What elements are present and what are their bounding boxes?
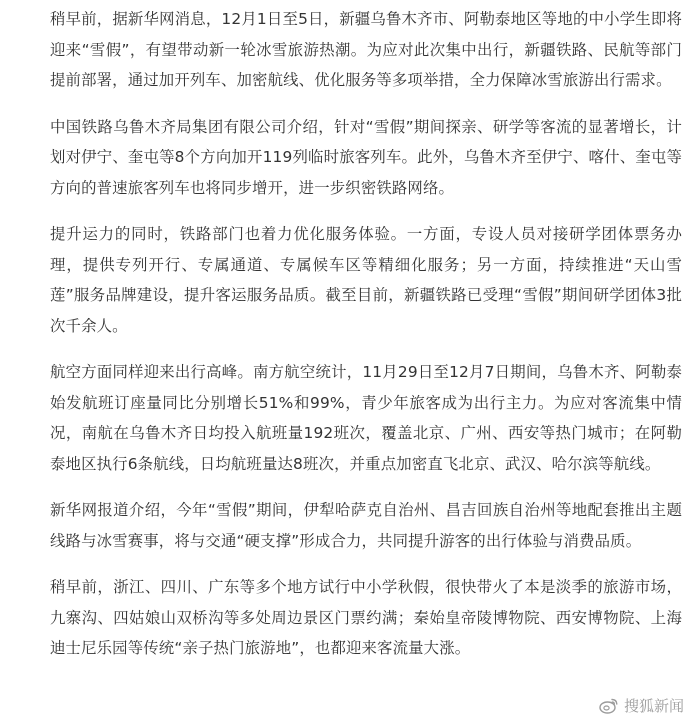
paragraph-4: 航空方面同样迎来出行高峰。南方航空统计，11月29日至12月7日期间，乌鲁木齐、阿勒泰始发航班订座量同比分别增长51%和99%，青少年旅客成为出行主力。为应对客流集中情况，南航在乌鲁木齐日均投入航班量192班次，覆盖北京、广州、西安等热门城市；在阿勒泰地区执行6条航线，日均航班量达8班次，并重点加密直飞北京、武汉、哈尔滨等航线。	[50, 363, 682, 473]
weibo-icon	[599, 697, 619, 714]
paragraph-5: 新华网报道介绍，今年“雪假”期间，伊犁哈萨克自治州、昌吉回族自治州等地配套推出主题线路与冰雪赛事，将与交通“硬支撑”形成合力，共同提升游客的出行体验与消费品质。	[50, 501, 682, 550]
paragraph-3: 提升运力的同时，铁路部门也着力优化服务体验。一方面，专设人员对接研学团体票务办理，提供专列开行、专属通道、专属候车区等精细化服务；另一方面，持续推进“天山雪莲”服务品牌建设，提升客运服务品质。截至目前，新疆铁路已受理“雪假”期间研学团体3批次千余人。	[50, 225, 682, 335]
paragraph-gap	[50, 479, 682, 495]
article-body	[50, 0, 682, 664]
paragraph-2: 中国铁路乌鲁木齐局集团有限公司介绍，针对“雪假”期间探亲、研学等客流的显著增长，计划对伊宁、奎屯等8个方向加开119列临时旅客列车。此外，乌鲁木齐至伊宁、喀什、奎屯等方向的普速旅客列车也将同步增开，进一步织密铁路网络。	[50, 117, 682, 197]
paragraph-gap	[50, 96, 682, 112]
watermark-text: 搜狐新闻	[623, 697, 684, 715]
paragraph-gap	[50, 556, 682, 572]
watermark	[599, 695, 684, 716]
paragraph-gap	[50, 203, 682, 219]
paragraph-gap	[50, 341, 682, 357]
paragraph-1: 稍早前，据新华网消息，12月1日至5日，新疆乌鲁木齐市、阿勒泰地区等地的中小学生即将迎来“雪假”，有望带动新一轮冰雪旅游热潮。为应对此次集中出行，新疆铁路、民航等部门提前部署，通过加开列车、加密航线、优化服务等多项举措，全力保障冰雪旅游出行需求。	[50, 10, 682, 89]
paragraph-6: 稍早前，浙江、四川、广东等多个地方试行中小学秋假，很快带火了本是淡季的旅游市场，九寨沟、四姑娘山双桥沟等多处周边景区门票约满；秦始皇帝陵博物院、西安博物院、上海迪士尼乐园等传统“亲子热门旅游地”，也都迎来客流量大涨。	[50, 578, 682, 657]
